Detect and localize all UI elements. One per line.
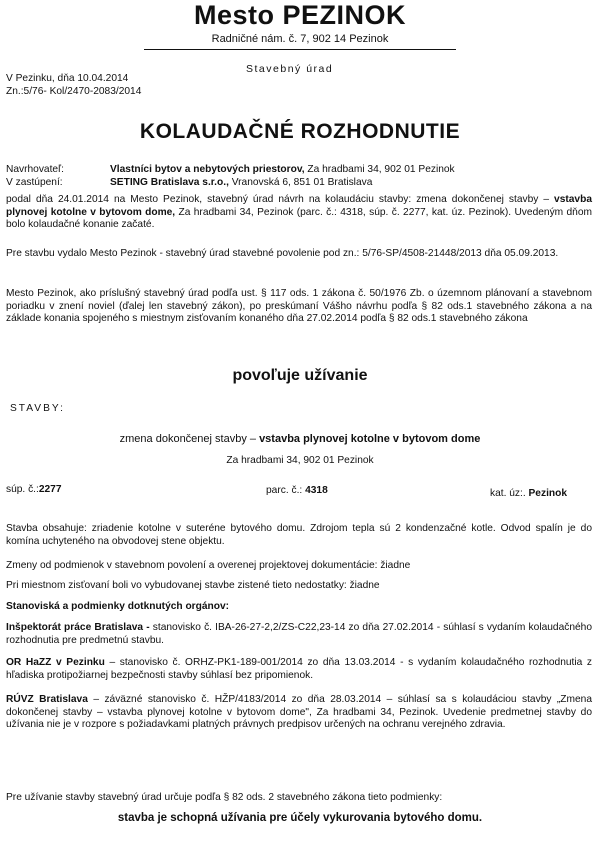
paragraph-contains: Stavba obsahuje: zriadenie kotolne v suteréne bytového domu. Zdrojom tepla sú 2 kondenzačné kotle. Odvod spalín je do komína uchyteného na obvodovej stene objektu. [6, 523, 592, 547]
condition-statement: stavba je schopná užívania pre účely vykurovania bytového domu. [117, 812, 483, 824]
sup-label: súp. č.: [6, 484, 39, 495]
kat-value: Pezinok [528, 488, 568, 499]
representative-label: V zastúpení: [6, 177, 63, 188]
header-divider [144, 49, 456, 50]
kat-label: kat. úz:. [490, 488, 529, 499]
applicant-address: Za hradbami 34, 902 01 Pezinok [304, 164, 455, 175]
representative-address: Vranovská 6, 851 01 Bratislava [228, 177, 373, 188]
opinions-heading: Stanoviská a podmienky dotknutých orgánov: [6, 601, 230, 612]
document-title: KOLAUDAČNÉ ROZHODNUTIE [139, 120, 461, 143]
paragraph-defects: Pri miestnom zisťovaní boli vo vybudovanej stavbe zistené tieto nedostatky: žiadne [6, 580, 380, 591]
parc-number [266, 485, 328, 497]
representative-details [110, 177, 372, 189]
paragraph-authority: Mesto Pezinok, ako príslušný stavebný úrad podľa ust. § 117 ods. 1 zákona č. 50/1976 Zb. o územnom plánovaní a stavebnom poriadku v znení noviel (ďalej len stavebný zákon), po preskúmaní Vášho návrhu podľa § 82 ods.1 stavebného zákona a na základe konania spojeného s miestnym zisťovaním konaného dňa 27.02.2014 podľa § 82 ods.1 stavebného zákona [6, 288, 592, 325]
building-desc-plain: zmena dokončenej stavby – [119, 433, 260, 445]
building-description [0, 433, 600, 445]
opinion-text: – záväzné stanovisko č. HŽP/4183/2014 zo dňa 28.03.2014 – súhlasí sa s kolaudáciou stavby „Zmena dokončenej stavby – vstavba plynovej kotolne v bytovom dome", Za hradbami 34, Pezinok. Uvedenie predmetnej stavby do užívania nie je v rozpore s požiadavkami platných právnych predpisov určených na ochranu verejného zdravia. [6, 694, 592, 731]
cadastral-area [490, 488, 567, 500]
city-name: Mesto PEZINOK [193, 0, 407, 30]
paragraph-permit: Pre stavbu vydalo Mesto Pezinok - stavebný úrad stavebné povolenie pod zn.: 5/76-SP/4508-21448/2013 dňa 05.09.2013. [6, 248, 559, 259]
para1-text-c: Za hradbami 34, Pezinok (parc. č.: 4318, súp. č. 2277, kat. úz. Pezinok). Uvedeným dňom bolo kolaudačné konanie začaté. [6, 206, 592, 231]
applicant-label: Navrhovateľ: [6, 164, 64, 175]
city-address: Radničné nám. č. 7, 902 14 Pezinok [211, 33, 389, 45]
applicant-name: Vlastníci bytov a nebytových priestorov, [110, 164, 305, 175]
paragraph-application [6, 194, 592, 232]
opinion-org: OR HaZZ v Pezinku [6, 657, 105, 668]
opinion-org: Inšpektorát práce Bratislava - [6, 622, 150, 633]
para1-building: vstavba plynovej kotolne v bytovom dome, [6, 194, 592, 218]
opinion-item [6, 622, 592, 647]
building-desc-bold: vstavba plynovej kotolne v bytovom dome [259, 433, 481, 445]
building-address: Za hradbami 34, 902 01 Pezinok [226, 455, 374, 466]
sup-number [6, 484, 62, 496]
reference-number: Zn.:5/76- Kol/2470-2083/2014 [6, 86, 142, 97]
parc-label: parc. č.: [266, 485, 306, 496]
representative-name: SETING Bratislava s.r.o., [110, 177, 229, 188]
conditions-intro: Pre užívanie stavby stavebný úrad určuje podľa § 82 ods. 2 stavebného zákona tieto podmienky: [6, 792, 443, 803]
document-date: V Pezinku, dňa 10.04.2014 [6, 73, 129, 84]
decision-heading: povoľuje užívanie [232, 367, 368, 384]
sup-value: 2277 [38, 484, 62, 495]
applicant-details [110, 164, 455, 176]
opinion-text: – stanovisko č. ORHZ-PK1-189-001/2014 zo dňa 13.03.2014 - s vydaním kolaudačného rozhodnutia z hľadiska protipožiarnej bezpečnosti stavby súhlasí bez pripomienok. [6, 657, 593, 681]
opinion-item [6, 694, 592, 732]
parc-value: 4318 [305, 485, 328, 496]
opinion-item [6, 657, 592, 682]
para1-text-a: podal dňa 24.01.2014 na Mesto Pezinok, stavebný úrad návrh na kolaudáciu stavby: zmena dokončenej stavby – [6, 194, 555, 205]
office-name: Stavebný úrad [246, 63, 334, 75]
paragraph-changes: Zmeny od podmienok v stavebnom povolení a overenej projektovej dokumentácie: žiadne [6, 560, 411, 571]
opinion-text: stanovisko č. IBA-26-27-2,2/ZS-C22,23-14 zo dňa 27.02.2014 - súhlasí s vydaním kolaudačného rozhodnutia pre predmetnú stavbu. [6, 622, 592, 646]
opinion-org: RÚVZ Bratislava [6, 694, 88, 705]
stavby-label: STAVBY: [10, 403, 65, 414]
